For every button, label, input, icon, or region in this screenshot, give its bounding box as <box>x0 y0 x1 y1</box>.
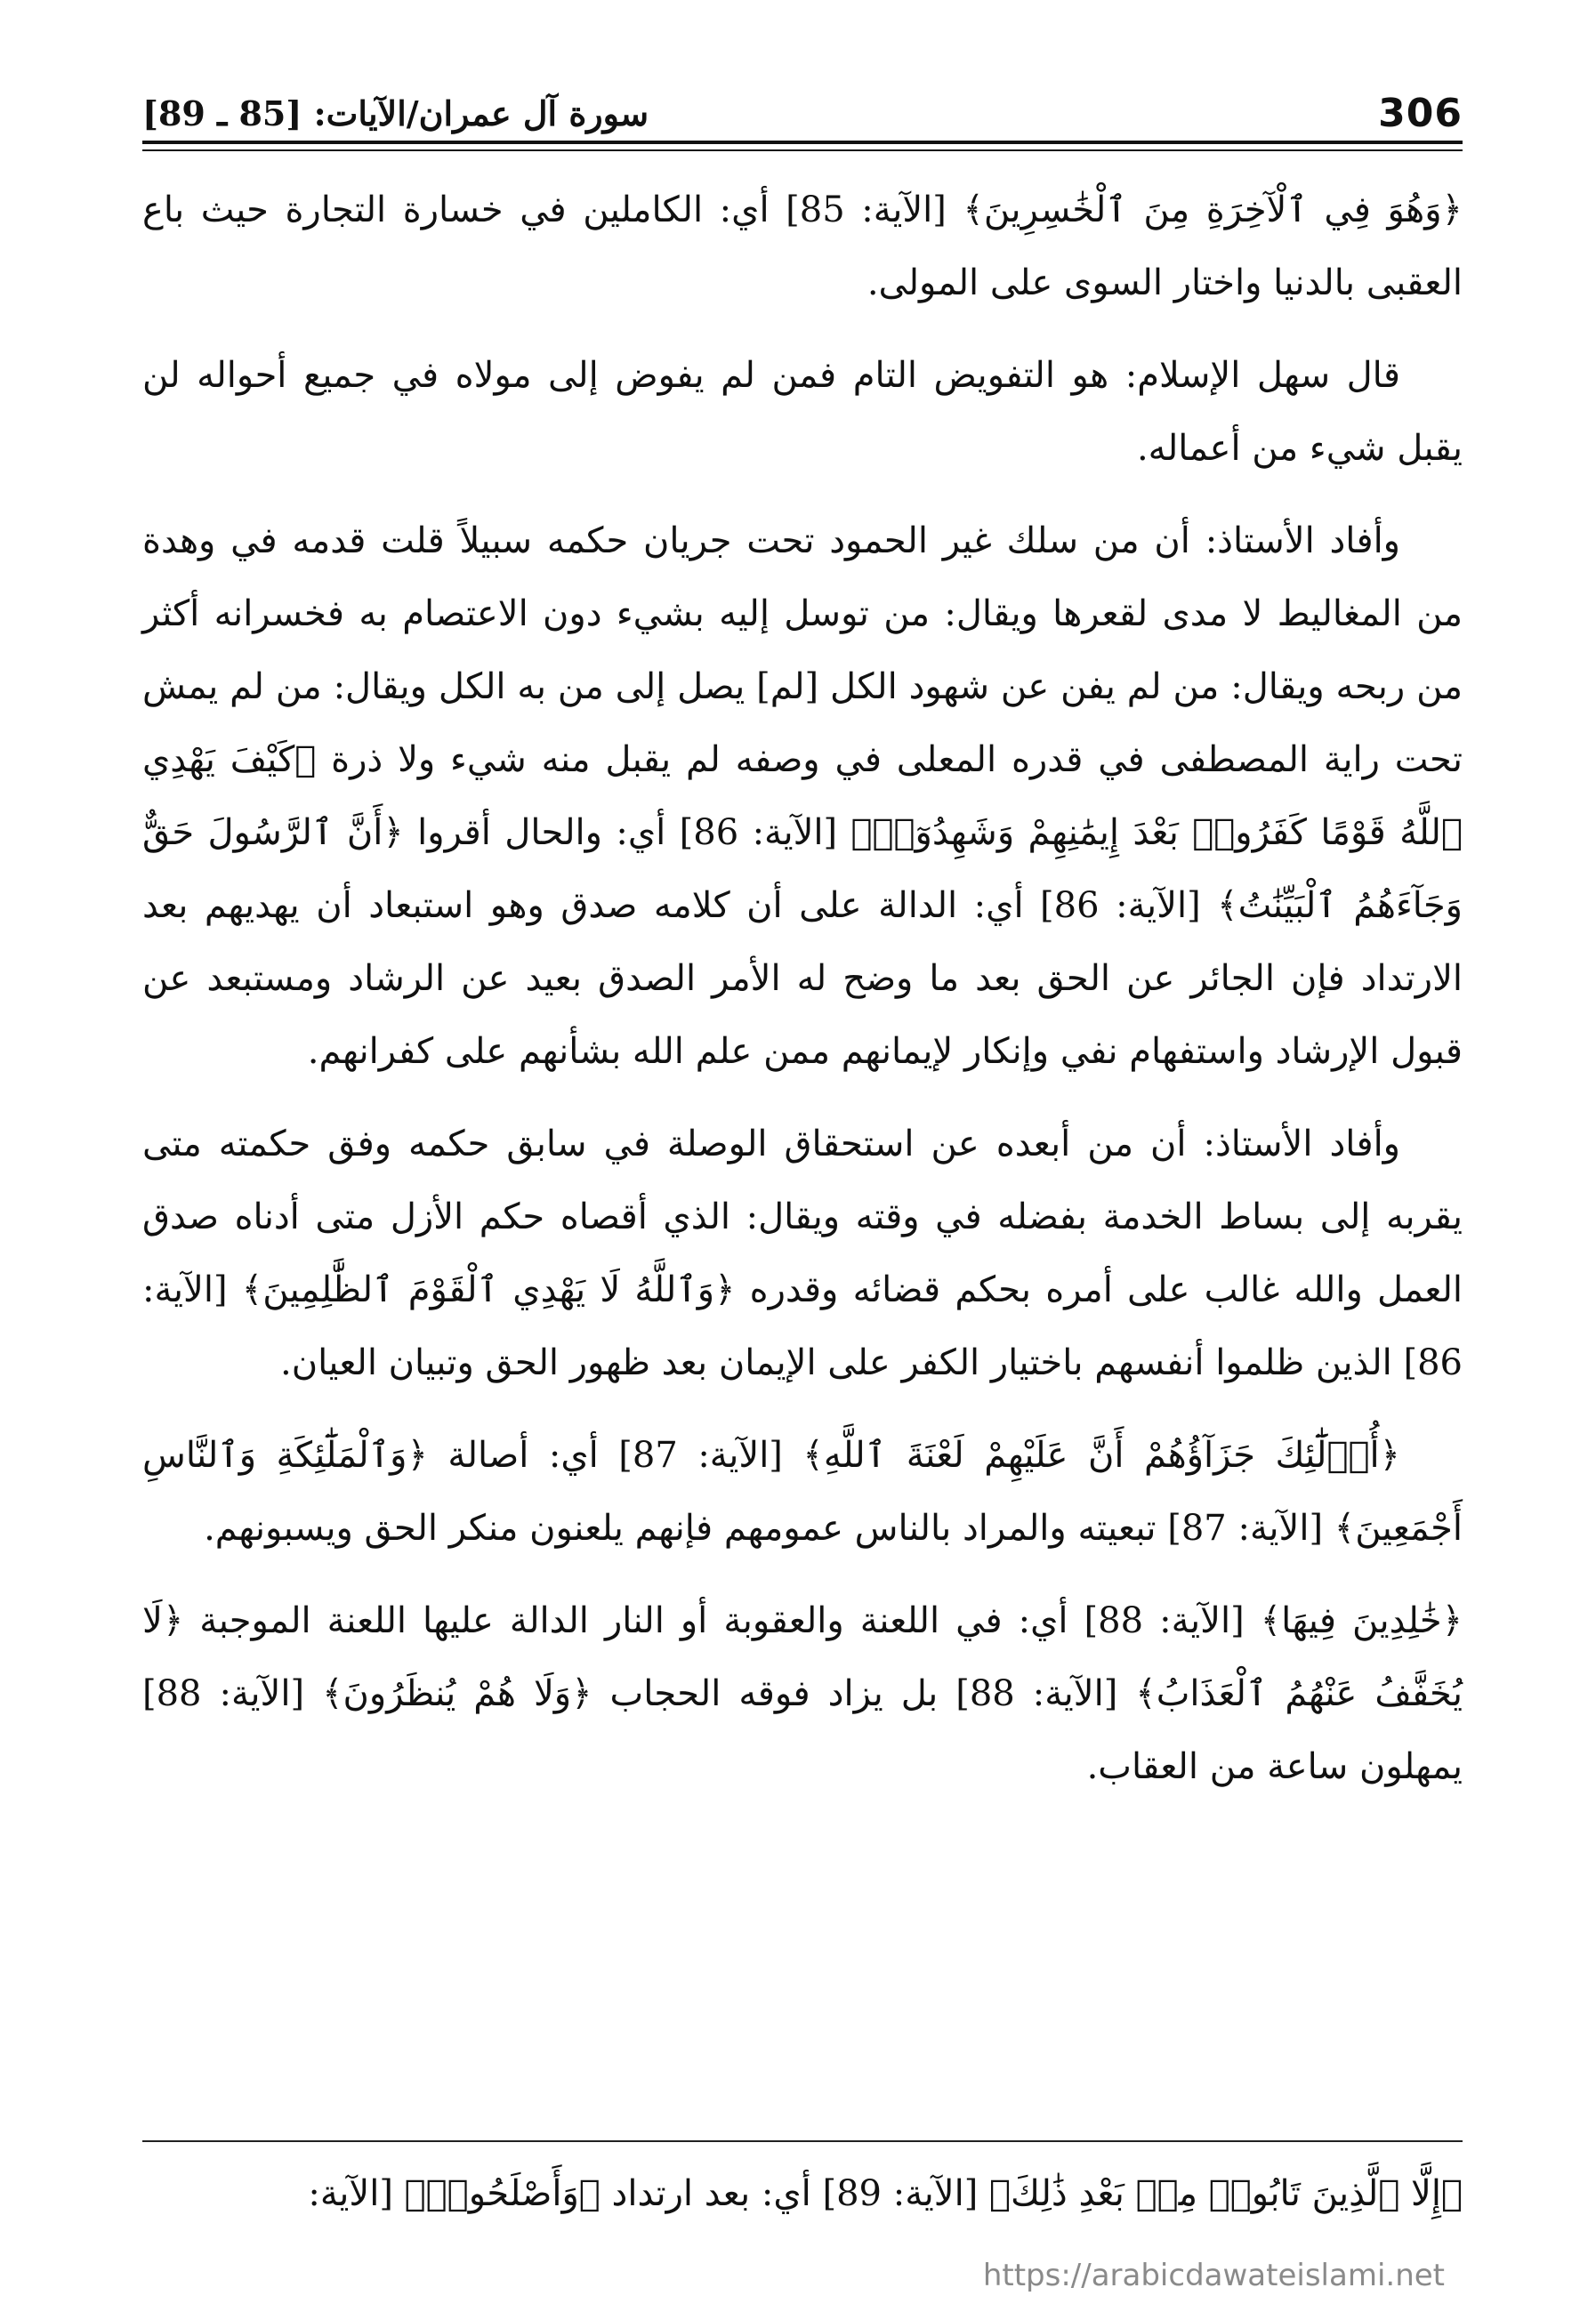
paragraph: ﴿أُو۟لَٰٓئِكَ جَزَآؤُهُمْ أَنَّ عَلَيْهِمْ لَعْنَةَ ٱللَّهِ﴾ [الآية: 87] أي: أصالة ﴿وَٱلْمَلَٰٓئِكَةِ وَٱلنَّاسِ أَجْمَعِينَ﴾ [الآية: 87] تبعيته والمراد بالناس عمومهم فإنهم يلعنون منكر الحق ويسبونهم. <box>142 1435 1463 1549</box>
footnote-separator <box>142 2140 1463 2142</box>
header-rule-thin <box>142 149 1463 151</box>
paragraph: ﴿وَهُوَ فِي ٱلْآخِرَةِ مِنَ ٱلْخَٰسِرِينَ﴾ [الآية: 85] أي: الكاملين في خسارة التجارة حيث باع العقبى بالدنيا واختار السوى على المولى. <box>142 189 1463 303</box>
paragraph: ﴿خَٰلِدِينَ فِيهَا﴾ [الآية: 88] أي: في اللعنة والعقوبة أو النار الدالة عليها اللعنة الموجبة ﴿لَا يُخَفَّفُ عَنْهُمُ ٱلْعَذَابُ﴾ [الآية: 88] بل يزاد فوقه الحجاب ﴿وَلَا هُمْ يُنظَرُونَ﴾ [الآية: 88] يمهلون ساعة من العقاب. <box>142 1600 1463 1787</box>
paragraph: وأفاد الأستاذ: أن من أبعده عن استحقاق الوصلة في سابق حكمه وفق حكمته متى يقربه إلى بساط الخدمة بفضله في وقته ويقال: الذي أقصاه حكم الأزل متى أدناه صدق العمل والله غالب على أمره بحكم قضائه وقدره ﴿وَٱللَّهُ لَا يَهْدِي ٱلْقَوْمَ ٱلظَّٰلِمِينَ﴾ [الآية: 86] الذين ظلموا أنفسهم باختيار الكفر على الإيمان بعد ظهور الحق وتبيان العيان. <box>142 1124 1463 1383</box>
running-title: سورة آل عمران/الآيات: [85 ـ 89] <box>142 93 649 133</box>
page-number: 306 <box>1378 90 1463 136</box>
watermark-url: https://arabicdawateislami.net <box>982 2258 1445 2293</box>
main-text <box>142 173 1463 1823</box>
header-rule <box>142 141 1463 144</box>
page-header <box>142 82 1463 144</box>
paragraph: قال سهل الإسلام: هو التفويض التام فمن لم يفوض إلى مولاه في جميع أحواله لن يقبل شيء من أعماله. <box>142 355 1463 469</box>
footnote-line: ﴿إِلَّا ٱلَّذِينَ تَابُوا۟ مِنۢ بَعْدِ ذَٰلِكَ﴾ [الآية: 89] أي: بعد ارتداد ﴿وَأَصْلَحُوا۟﴾ [الآية: <box>308 2173 1463 2214</box>
paragraph: وأفاد الأستاذ: أن من سلك غير الحمود تحت جريان حكمه سبيلاً قلت قدمه في وهدة من المغاليط لا مدى لقعرها ويقال: من توسل إليه بشيء دون الاعتصام به فخسرانه أكثر من ربحه ويقال: من لم يفن عن شهود الكل [لم] يصل إلى من به الكل ويقال: من لم يمش تحت راية المصطفى في قدره المعلى في وصفه لم يقبل منه شيء ولا ذرة ﴿كَيْفَ يَهْدِي ٱللَّهُ قَوْمًا كَفَرُوا۟ بَعْدَ إِيمَٰنِهِمْ وَشَهِدُوٓا۟﴾ [الآية: 86] أي: والحال أقروا ﴿أَنَّ ٱلرَّسُولَ حَقٌّ وَجَآءَهُمُ ٱلْبَيِّنَٰتُ﴾ [الآية: 86] أي: الدالة على أن كلامه صدق وهو استبعاد أن يهديهم بعد الارتداد فإن الجائر عن الحق بعد ما وضح له الأمر الصدق بعيد عن الرشاد ومستبعد عن قبول الإرشاد واستفهام نفي وإنكار لإيمانهم ممن علم الله بشأنهم على كفرانهم. <box>142 520 1463 1072</box>
